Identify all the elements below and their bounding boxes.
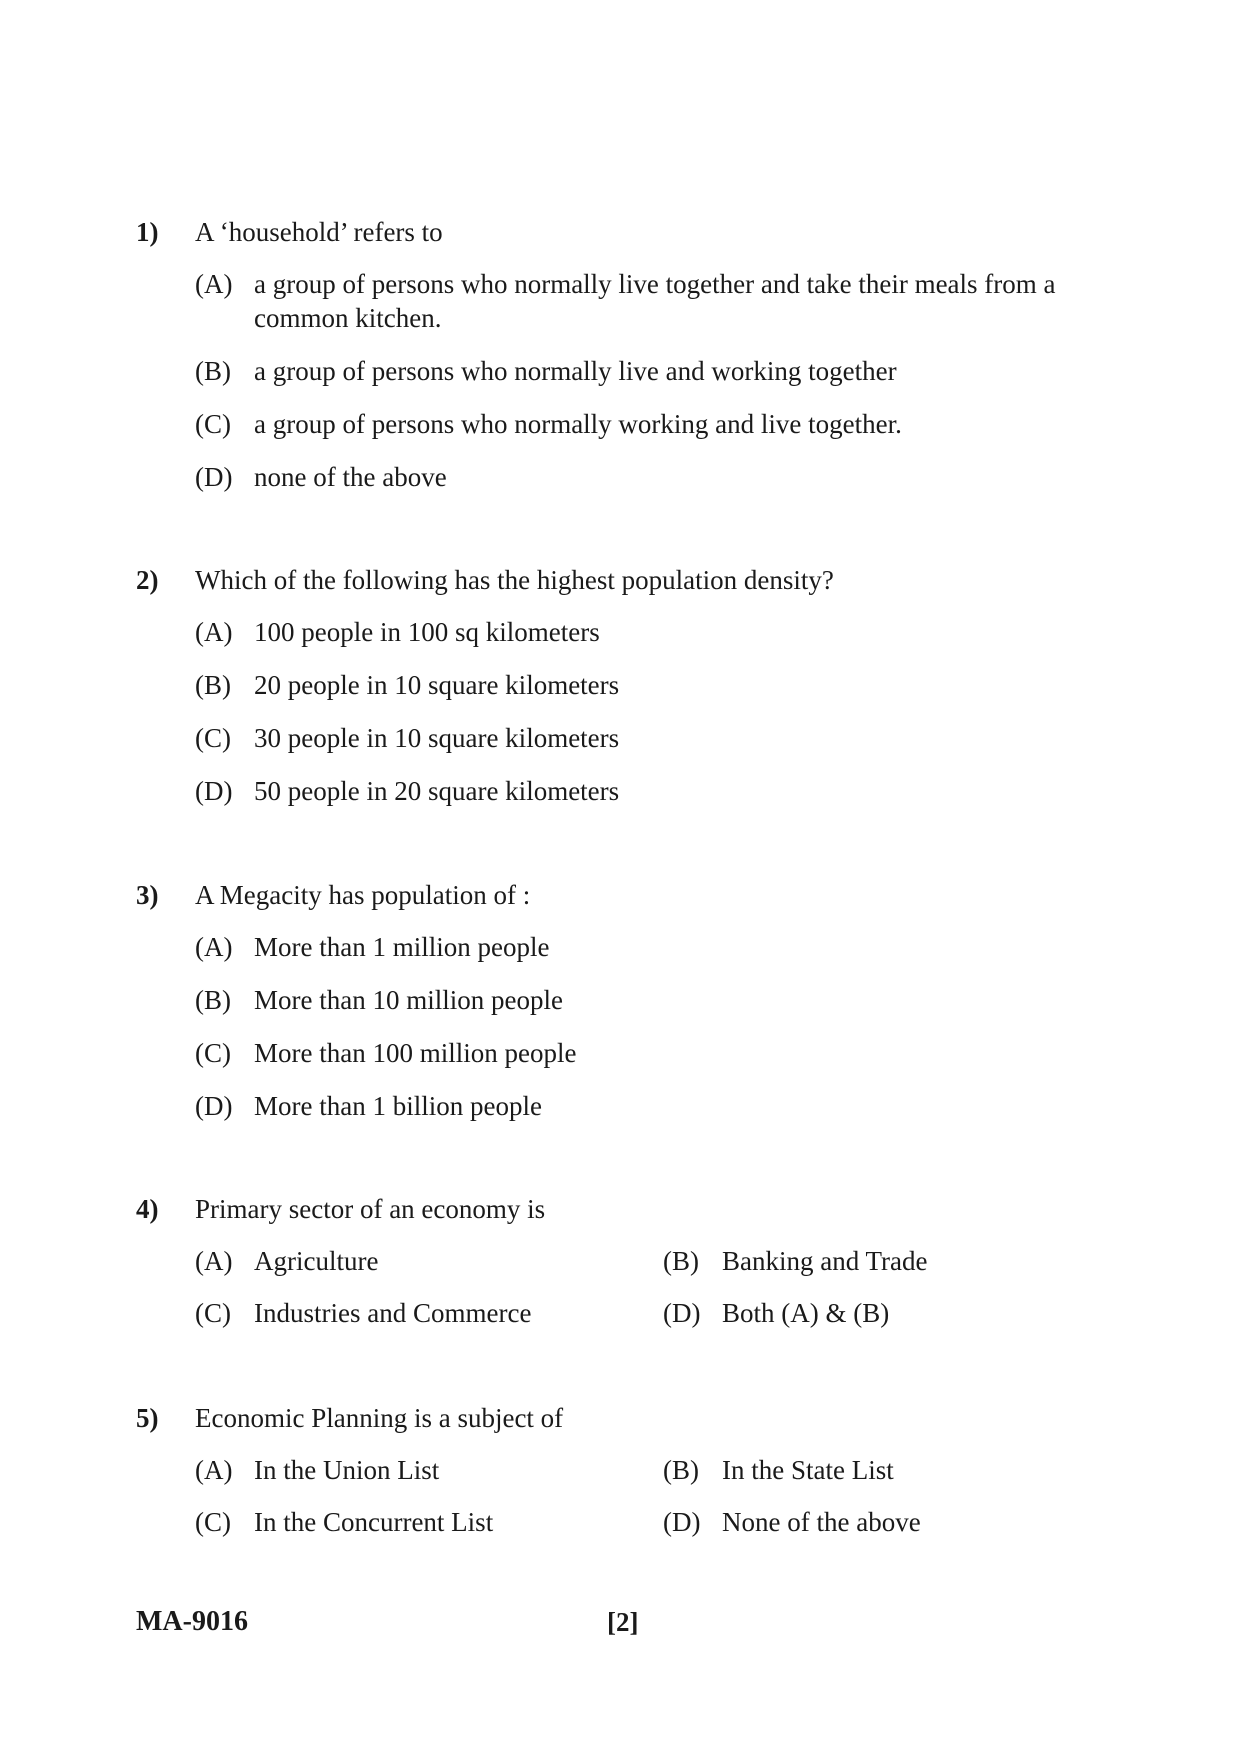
option-c[interactable] (195, 1036, 1116, 1070)
options-list (195, 930, 1116, 1123)
option-label: (C) (195, 1038, 231, 1068)
option-label: (C) (195, 1507, 231, 1537)
question-text: Which of the following has the highest population density? (195, 565, 834, 595)
option-label: (A) (195, 932, 233, 962)
option-text: In the Union List (254, 1455, 440, 1485)
options-list (195, 615, 1116, 808)
option-text: 50 people in 20 square kilometers (254, 776, 620, 806)
options-list (195, 267, 1116, 494)
option-d[interactable] (663, 1505, 1083, 1539)
option-b[interactable] (663, 1453, 1083, 1487)
question-4 (136, 1192, 1116, 1350)
page-number: [2] (607, 1607, 639, 1637)
option-label: (B) (195, 985, 231, 1015)
question-5 (136, 1401, 1116, 1559)
option-text: 100 people in 100 sq kilometers (254, 617, 600, 647)
option-label: (B) (195, 670, 231, 700)
option-b[interactable] (195, 354, 1116, 388)
option-label: (A) (195, 1455, 233, 1485)
option-a[interactable] (195, 1453, 615, 1487)
option-text: a group of persons who normally live together and take their meals from a common kitchen. (254, 269, 1056, 333)
option-text: Banking and Trade (722, 1246, 928, 1276)
option-text: In the Concurrent List (254, 1507, 494, 1537)
option-text: none of the above (254, 462, 447, 492)
option-b[interactable] (195, 668, 1116, 702)
option-text: More than 1 million people (254, 932, 550, 962)
question-1 (136, 215, 1116, 513)
option-c[interactable] (195, 1505, 615, 1539)
option-b[interactable] (195, 983, 1116, 1017)
option-text: More than 1 billion people (254, 1091, 542, 1121)
option-d[interactable] (195, 774, 1116, 808)
option-text: None of the above (722, 1507, 921, 1537)
question-number: 5) (136, 1403, 159, 1433)
option-text: 20 people in 10 square kilometers (254, 670, 620, 700)
option-text: a group of persons who normally working and live together. (254, 409, 902, 439)
option-label: (D) (195, 462, 233, 492)
option-label: (D) (195, 776, 233, 806)
option-a[interactable] (195, 930, 1116, 964)
option-a[interactable] (195, 267, 1116, 335)
option-d[interactable] (195, 1089, 1116, 1123)
option-text: More than 10 million people (254, 985, 563, 1015)
question-text: Primary sector of an economy is (195, 1194, 546, 1224)
option-label: (C) (195, 1298, 231, 1328)
question-text: Economic Planning is a subject of (195, 1403, 564, 1433)
option-text: Agriculture (254, 1246, 379, 1276)
question-number: 1) (136, 217, 159, 247)
option-label: (C) (195, 723, 231, 753)
question-header (136, 878, 1116, 912)
option-c[interactable] (195, 721, 1116, 755)
question-number: 2) (136, 565, 159, 595)
option-d[interactable] (195, 460, 1116, 494)
option-label: (A) (195, 269, 233, 299)
options-grid (195, 1453, 1116, 1559)
option-text: More than 100 million people (254, 1038, 577, 1068)
options-grid (195, 1244, 1116, 1350)
question-header (136, 1401, 1116, 1435)
option-a[interactable] (195, 615, 1116, 649)
option-c[interactable] (195, 407, 1116, 441)
option-label: (D) (195, 1091, 233, 1121)
option-label: (B) (663, 1246, 699, 1276)
question-text: A ‘household’ refers to (195, 217, 443, 247)
option-a[interactable] (195, 1244, 615, 1278)
question-text: A Megacity has population of : (195, 880, 531, 910)
paper-code: MA-9016 (136, 1606, 248, 1637)
option-text: In the State List (722, 1455, 894, 1485)
question-number: 3) (136, 880, 159, 910)
option-label: (C) (195, 409, 231, 439)
question-header (136, 215, 1116, 249)
option-label: (B) (663, 1455, 699, 1485)
option-d[interactable] (663, 1296, 1083, 1330)
option-text: 30 people in 10 square kilometers (254, 723, 620, 753)
question-number: 4) (136, 1194, 159, 1224)
option-label: (B) (195, 356, 231, 386)
question-header (136, 563, 1116, 597)
question-2 (136, 563, 1116, 827)
option-label: (A) (195, 617, 233, 647)
option-label: (A) (195, 1246, 233, 1276)
option-label: (D) (663, 1507, 701, 1537)
question-3 (136, 878, 1116, 1142)
option-text: a group of persons who normally live and working together (254, 356, 897, 386)
option-text: Both (A) & (B) (722, 1298, 890, 1328)
option-c[interactable] (195, 1296, 615, 1330)
question-header (136, 1192, 1116, 1226)
option-b[interactable] (663, 1244, 1083, 1278)
option-label: (D) (663, 1298, 701, 1328)
option-text: Industries and Commerce (254, 1298, 532, 1328)
